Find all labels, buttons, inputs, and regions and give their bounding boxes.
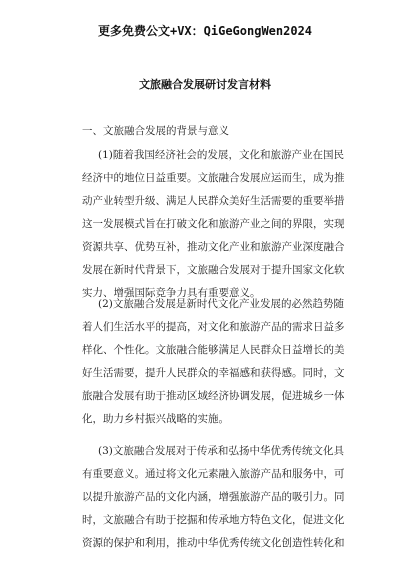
paragraph-line: (3)文旅融合发展对于传承和弘扬中华优秀传统文化具 (98, 445, 344, 457)
paragraph-line: 这一发展模式旨在打破文化和旅游产业之间的界限，实现 (82, 218, 344, 230)
paragraph-line: 以提升旅游产品的文化内涵，增强旅游产品的吸引力。同 (82, 491, 344, 503)
paragraph-line: 动产业转型升级、满足人民群众美好生活需要的重要举措 (82, 195, 344, 207)
paragraph-line: 旅融合发展有助于推动区域经济协调发展，促进城乡一体 (82, 390, 344, 402)
paragraph-line: 化，助力乡村振兴战略的实施。 (82, 413, 229, 425)
document-title: 文旅融合发展研讨发言材料 (139, 78, 271, 91)
paragraph-line: (2)文旅融合发展是新时代文化产业发展的必然趋势随 (98, 298, 344, 310)
paragraph-line: 经济中的地位日益重要。文旅融合发展应运而生，成为推 (82, 172, 344, 184)
paragraph-line: 时，文旅融合有助于挖掘和传承地方特色文化，促进文化 (82, 514, 344, 526)
paragraph-line: (1)随着我国经济社会的发展，文化和旅游产业在国民 (98, 149, 344, 161)
watermark-header: 更多免费公文+VX：QiGeGongWen2024 (97, 24, 313, 38)
paragraph-line: 着人们生活水平的提高，对文化和旅游产品的需求日益多 (82, 321, 344, 333)
section-heading: 一、文旅融合发展的背景与意义 (82, 125, 229, 137)
paragraph-line: 资源共享、优势互补，推动文化产业和旅游产业深度融合 (82, 241, 344, 253)
paragraph-line: 有重要意义。通过将文化元素融入旅游产品和服务中，可 (82, 468, 344, 480)
paragraph-line: 好生活需要，提升人民群众的幸福感和获得感。同时，文 (82, 367, 344, 379)
paragraph-2 (82, 293, 344, 431)
paragraph-1 (82, 144, 344, 305)
paragraph-line: 资源的保护和利用，推动中华优秀传统文化创造性转化和 (82, 537, 344, 549)
paragraph-line: 实力、增强国际竞争力具有重要意义。 (82, 287, 261, 299)
paragraph-line: 样化、个性化。文旅融合能够满足人民群众日益增长的美 (82, 344, 344, 356)
paragraph-3 (82, 440, 344, 555)
paragraph-line: 发展在新时代背景下，文旅融合发展对于提升国家文化软 (82, 264, 344, 276)
